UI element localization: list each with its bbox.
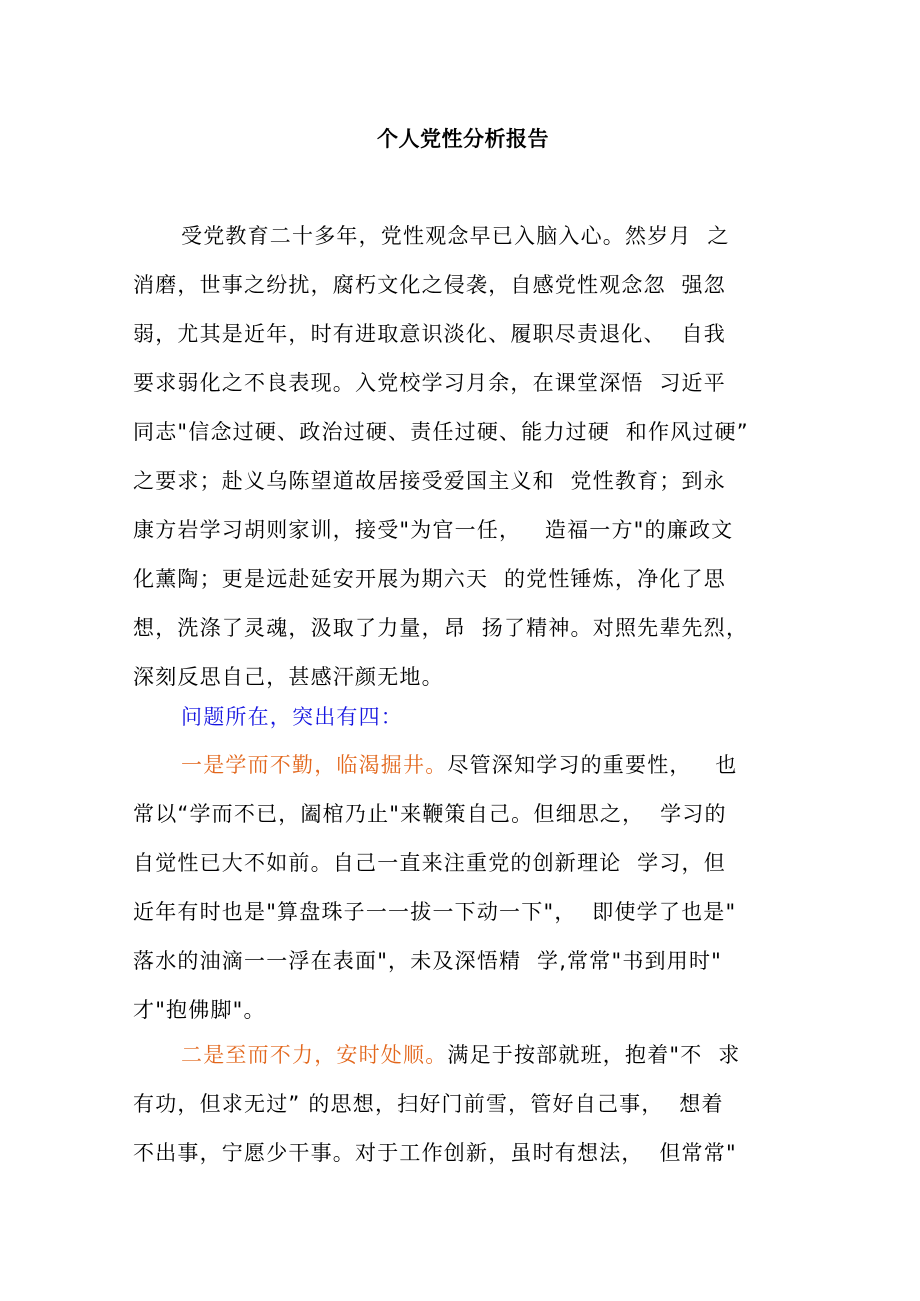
text-line: 要求弱化之不良表现。入党校学习月余，在课堂深悟 习近平 [133, 371, 726, 395]
text-line [133, 741, 813, 790]
text-line: 化薰陶；更是远赴延安开展为期六天 的党性锤炼，净化了思 [133, 567, 726, 591]
section-heading: 问题所在，突出有四： [181, 705, 403, 729]
text-line: 弱，尤其是近年，时有进取意识淡化、履职尽责退化、 自我 [133, 322, 726, 346]
text-line: 有功，但求无过” 的思想，扫好门前雪，管好自己事， 想着 [133, 1092, 724, 1116]
text-line: 常以“学而不已，阖棺乃止"来鞭策自己。但细思之， 学习的 [133, 802, 727, 826]
section-heading-block [133, 693, 813, 742]
paragraph-point-one [133, 741, 813, 1035]
document-title: 个人党性分析报告 [377, 127, 549, 151]
text-line: 想，洗涤了灵魂，汲取了力量，昂 扬了精神。对照先辈先烈， [133, 616, 749, 640]
text-line: 消磨，世事之纷扰，腐朽文化之侵袭，自感党性观念忽 强忽 [133, 273, 726, 297]
text-line: 受党教育二十多年，党性观念早已入脑入心。然岁月 之 [181, 224, 730, 248]
point-two-text: 满足于按部就班，抱着"不 求 [447, 1043, 741, 1067]
text-line: 同志"信念过硬、政治过硬、责任过硬、能力过硬 和作风过硬” [133, 420, 749, 444]
point-one-lead: 一是学而不勤，临渴掘井。 [181, 753, 448, 777]
text-line [133, 1031, 813, 1080]
paragraph-intro [133, 212, 813, 702]
text-line: 近年有时也是"算盘珠子一一拔一下动一下"， 即使学了也是" [133, 900, 737, 924]
text-line: 不出事，宁愿少干事。对于工作创新，虽时有想法， 但常常" [133, 1141, 737, 1165]
text-line: 之要求；赴义乌陈望道故居接受爱国主义和 党性教育；到永 [133, 469, 726, 493]
point-one-text: 尽管深知学习的重要性， 也 [447, 753, 738, 777]
point-two-lead: 二是至而不力，安时处顺。 [181, 1043, 448, 1067]
text-line: 康方岩学习胡则家训，接受"为官一任， 造福一方"的廉政文 [133, 518, 734, 542]
text-line: 才"抱佛脚"。 [133, 998, 266, 1022]
text-line: 落水的油滴一一浮在表面"，未及深悟精 学,常常"书到用时" [133, 949, 723, 973]
text-line: 深刻反思自己，甚感汗颜无地。 [133, 665, 444, 689]
text-line: 自觉性已大不如前。自己一直来注重党的创新理论 学习，但 [133, 851, 726, 875]
paragraph-point-two [133, 1031, 813, 1178]
